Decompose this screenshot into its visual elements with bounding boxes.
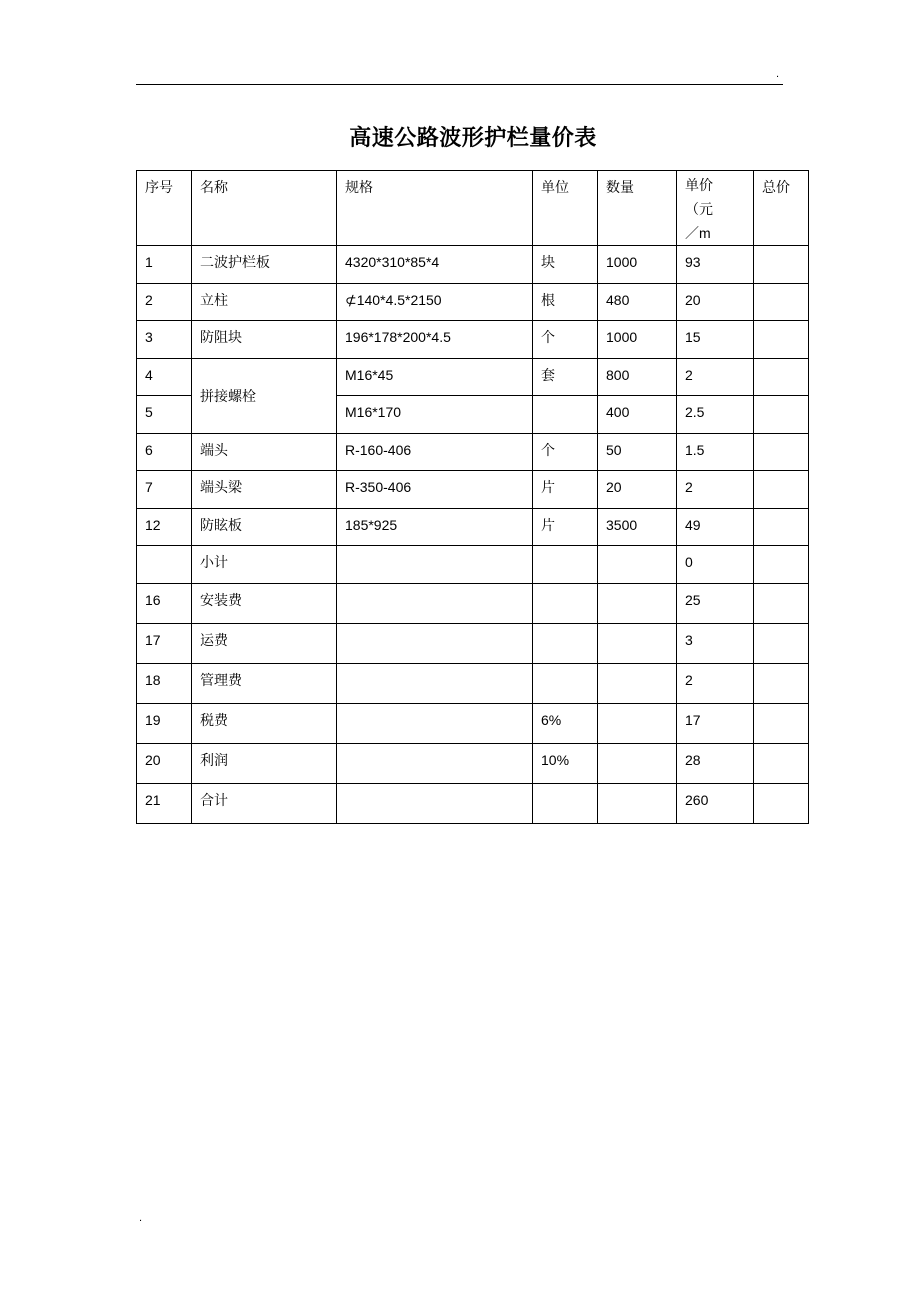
table-cell xyxy=(754,664,809,704)
table-cell: 7 xyxy=(137,471,192,509)
table-cell xyxy=(598,784,677,824)
table-cell xyxy=(337,546,533,584)
page-title: 高速公路波形护栏量价表 xyxy=(349,126,597,151)
table-cell: 196*178*200*4.5 xyxy=(337,321,533,359)
table-cell: 185*925 xyxy=(337,509,533,546)
table-cell-merged: 拼接螺栓 xyxy=(192,359,337,434)
table-cell: 个 xyxy=(533,434,598,471)
table-cell: 0 xyxy=(677,546,754,584)
table-cell: 400 xyxy=(598,396,677,434)
table-cell: ⊄140*4.5*2150 xyxy=(337,284,533,321)
table-cell: 17 xyxy=(677,704,754,744)
table-cell: 16 xyxy=(137,584,192,624)
table-cell: R-160-406 xyxy=(337,434,533,471)
table-cell xyxy=(533,784,598,824)
table-cell: M16*170 xyxy=(337,396,533,434)
table-cell: 合计 xyxy=(192,784,337,824)
header-cell: 序号 xyxy=(137,171,192,246)
table-cell xyxy=(533,584,598,624)
table-cell: 运费 xyxy=(192,624,337,664)
table-cell: 1000 xyxy=(598,321,677,359)
table-cell xyxy=(754,434,809,471)
table-cell: 防眩板 xyxy=(192,509,337,546)
table-cell xyxy=(598,664,677,704)
table-cell xyxy=(754,321,809,359)
price-table xyxy=(136,170,809,824)
table-cell xyxy=(533,396,598,434)
table-row xyxy=(137,471,809,509)
table-cell: 800 xyxy=(598,359,677,396)
header-cell: 单位 xyxy=(533,171,598,246)
table-cell: 立柱 xyxy=(192,284,337,321)
table-cell: 2 xyxy=(677,471,754,509)
header-cell-unit-price xyxy=(677,171,754,246)
footer-mark: . xyxy=(139,1212,143,1224)
table-cell: 1000 xyxy=(598,246,677,284)
table-cell: 3 xyxy=(137,321,192,359)
header-rule xyxy=(136,84,783,85)
table-cell: 2 xyxy=(137,284,192,321)
table-cell xyxy=(598,584,677,624)
table-cell xyxy=(754,784,809,824)
table-cell xyxy=(533,624,598,664)
table-row xyxy=(137,284,809,321)
table-cell: 小计 xyxy=(192,546,337,584)
table-cell: 端头梁 xyxy=(192,471,337,509)
table-cell: 防阻块 xyxy=(192,321,337,359)
table-cell xyxy=(337,744,533,784)
table-cell: 4320*310*85*4 xyxy=(337,246,533,284)
table-cell xyxy=(533,546,598,584)
table-cell: 21 xyxy=(137,784,192,824)
table-cell xyxy=(754,359,809,396)
table-cell: 根 xyxy=(533,284,598,321)
table-cell: 2 xyxy=(677,664,754,704)
table-cell: 二波护栏板 xyxy=(192,246,337,284)
table-cell: 6 xyxy=(137,434,192,471)
table-cell: 税费 xyxy=(192,704,337,744)
table-cell xyxy=(754,704,809,744)
header-mark: . xyxy=(776,68,780,80)
header-cell: 总价 xyxy=(754,171,809,246)
table-cell: 个 xyxy=(533,321,598,359)
table-row xyxy=(137,624,809,664)
table-cell: 利润 xyxy=(192,744,337,784)
table-cell xyxy=(598,704,677,744)
table-header-row xyxy=(137,171,809,246)
header-cell: 规格 xyxy=(337,171,533,246)
table-cell: 管理费 xyxy=(192,664,337,704)
table-cell: 25 xyxy=(677,584,754,624)
table-cell xyxy=(598,546,677,584)
table-cell: 49 xyxy=(677,509,754,546)
table-row xyxy=(137,744,809,784)
table-row xyxy=(137,434,809,471)
table-cell: 块 xyxy=(533,246,598,284)
table-cell xyxy=(598,624,677,664)
table-cell: 10% xyxy=(533,744,598,784)
table-row xyxy=(137,509,809,546)
table-row xyxy=(137,359,809,396)
table-cell: 260 xyxy=(677,784,754,824)
header-sub-label: （元 xyxy=(685,201,713,217)
table-cell: 6% xyxy=(533,704,598,744)
table-cell: 安装费 xyxy=(192,584,337,624)
table-cell xyxy=(754,624,809,664)
table-cell xyxy=(754,396,809,434)
table-cell: 2 xyxy=(677,359,754,396)
table-cell: 3 xyxy=(677,624,754,664)
table-cell: 20 xyxy=(598,471,677,509)
table-row xyxy=(137,664,809,704)
table-row xyxy=(137,584,809,624)
table-cell: 套 xyxy=(533,359,598,396)
header-cell: 数量 xyxy=(598,171,677,246)
table-cell xyxy=(598,744,677,784)
table-row xyxy=(137,246,809,284)
header-label: 单价 xyxy=(685,177,713,193)
table-cell xyxy=(337,704,533,744)
table-cell: 片 xyxy=(533,471,598,509)
table-cell: 12 xyxy=(137,509,192,546)
table-row xyxy=(137,704,809,744)
table-cell: 20 xyxy=(137,744,192,784)
table-cell xyxy=(754,509,809,546)
table-cell: 2.5 xyxy=(677,396,754,434)
table-cell xyxy=(137,546,192,584)
table-cell xyxy=(337,584,533,624)
table-cell: 28 xyxy=(677,744,754,784)
table-cell: 1.5 xyxy=(677,434,754,471)
table-cell xyxy=(337,664,533,704)
table-cell: 端头 xyxy=(192,434,337,471)
table-cell: 20 xyxy=(677,284,754,321)
table-cell xyxy=(754,744,809,784)
table-cell xyxy=(337,784,533,824)
table-cell xyxy=(754,284,809,321)
table-row-total xyxy=(137,784,809,824)
table-cell: 480 xyxy=(598,284,677,321)
table-cell: 15 xyxy=(677,321,754,359)
table-cell: 18 xyxy=(137,664,192,704)
table-cell xyxy=(754,546,809,584)
table-cell xyxy=(337,624,533,664)
table-cell: 93 xyxy=(677,246,754,284)
table-cell: 50 xyxy=(598,434,677,471)
table-cell: 片 xyxy=(533,509,598,546)
table-cell: M16*45 xyxy=(337,359,533,396)
table-cell xyxy=(754,584,809,624)
table-cell xyxy=(754,246,809,284)
table-cell: 1 xyxy=(137,246,192,284)
header-cell: 名称 xyxy=(192,171,337,246)
table-cell: 4 xyxy=(137,359,192,396)
table-cell: 5 xyxy=(137,396,192,434)
table-cell: 19 xyxy=(137,704,192,744)
table-row-subtotal xyxy=(137,546,809,584)
table-cell: 3500 xyxy=(598,509,677,546)
table-cell: R-350-406 xyxy=(337,471,533,509)
header-sub-label: ／m xyxy=(685,225,711,241)
table-cell xyxy=(754,471,809,509)
table-cell xyxy=(533,664,598,704)
table-row xyxy=(137,321,809,359)
table-cell: 17 xyxy=(137,624,192,664)
